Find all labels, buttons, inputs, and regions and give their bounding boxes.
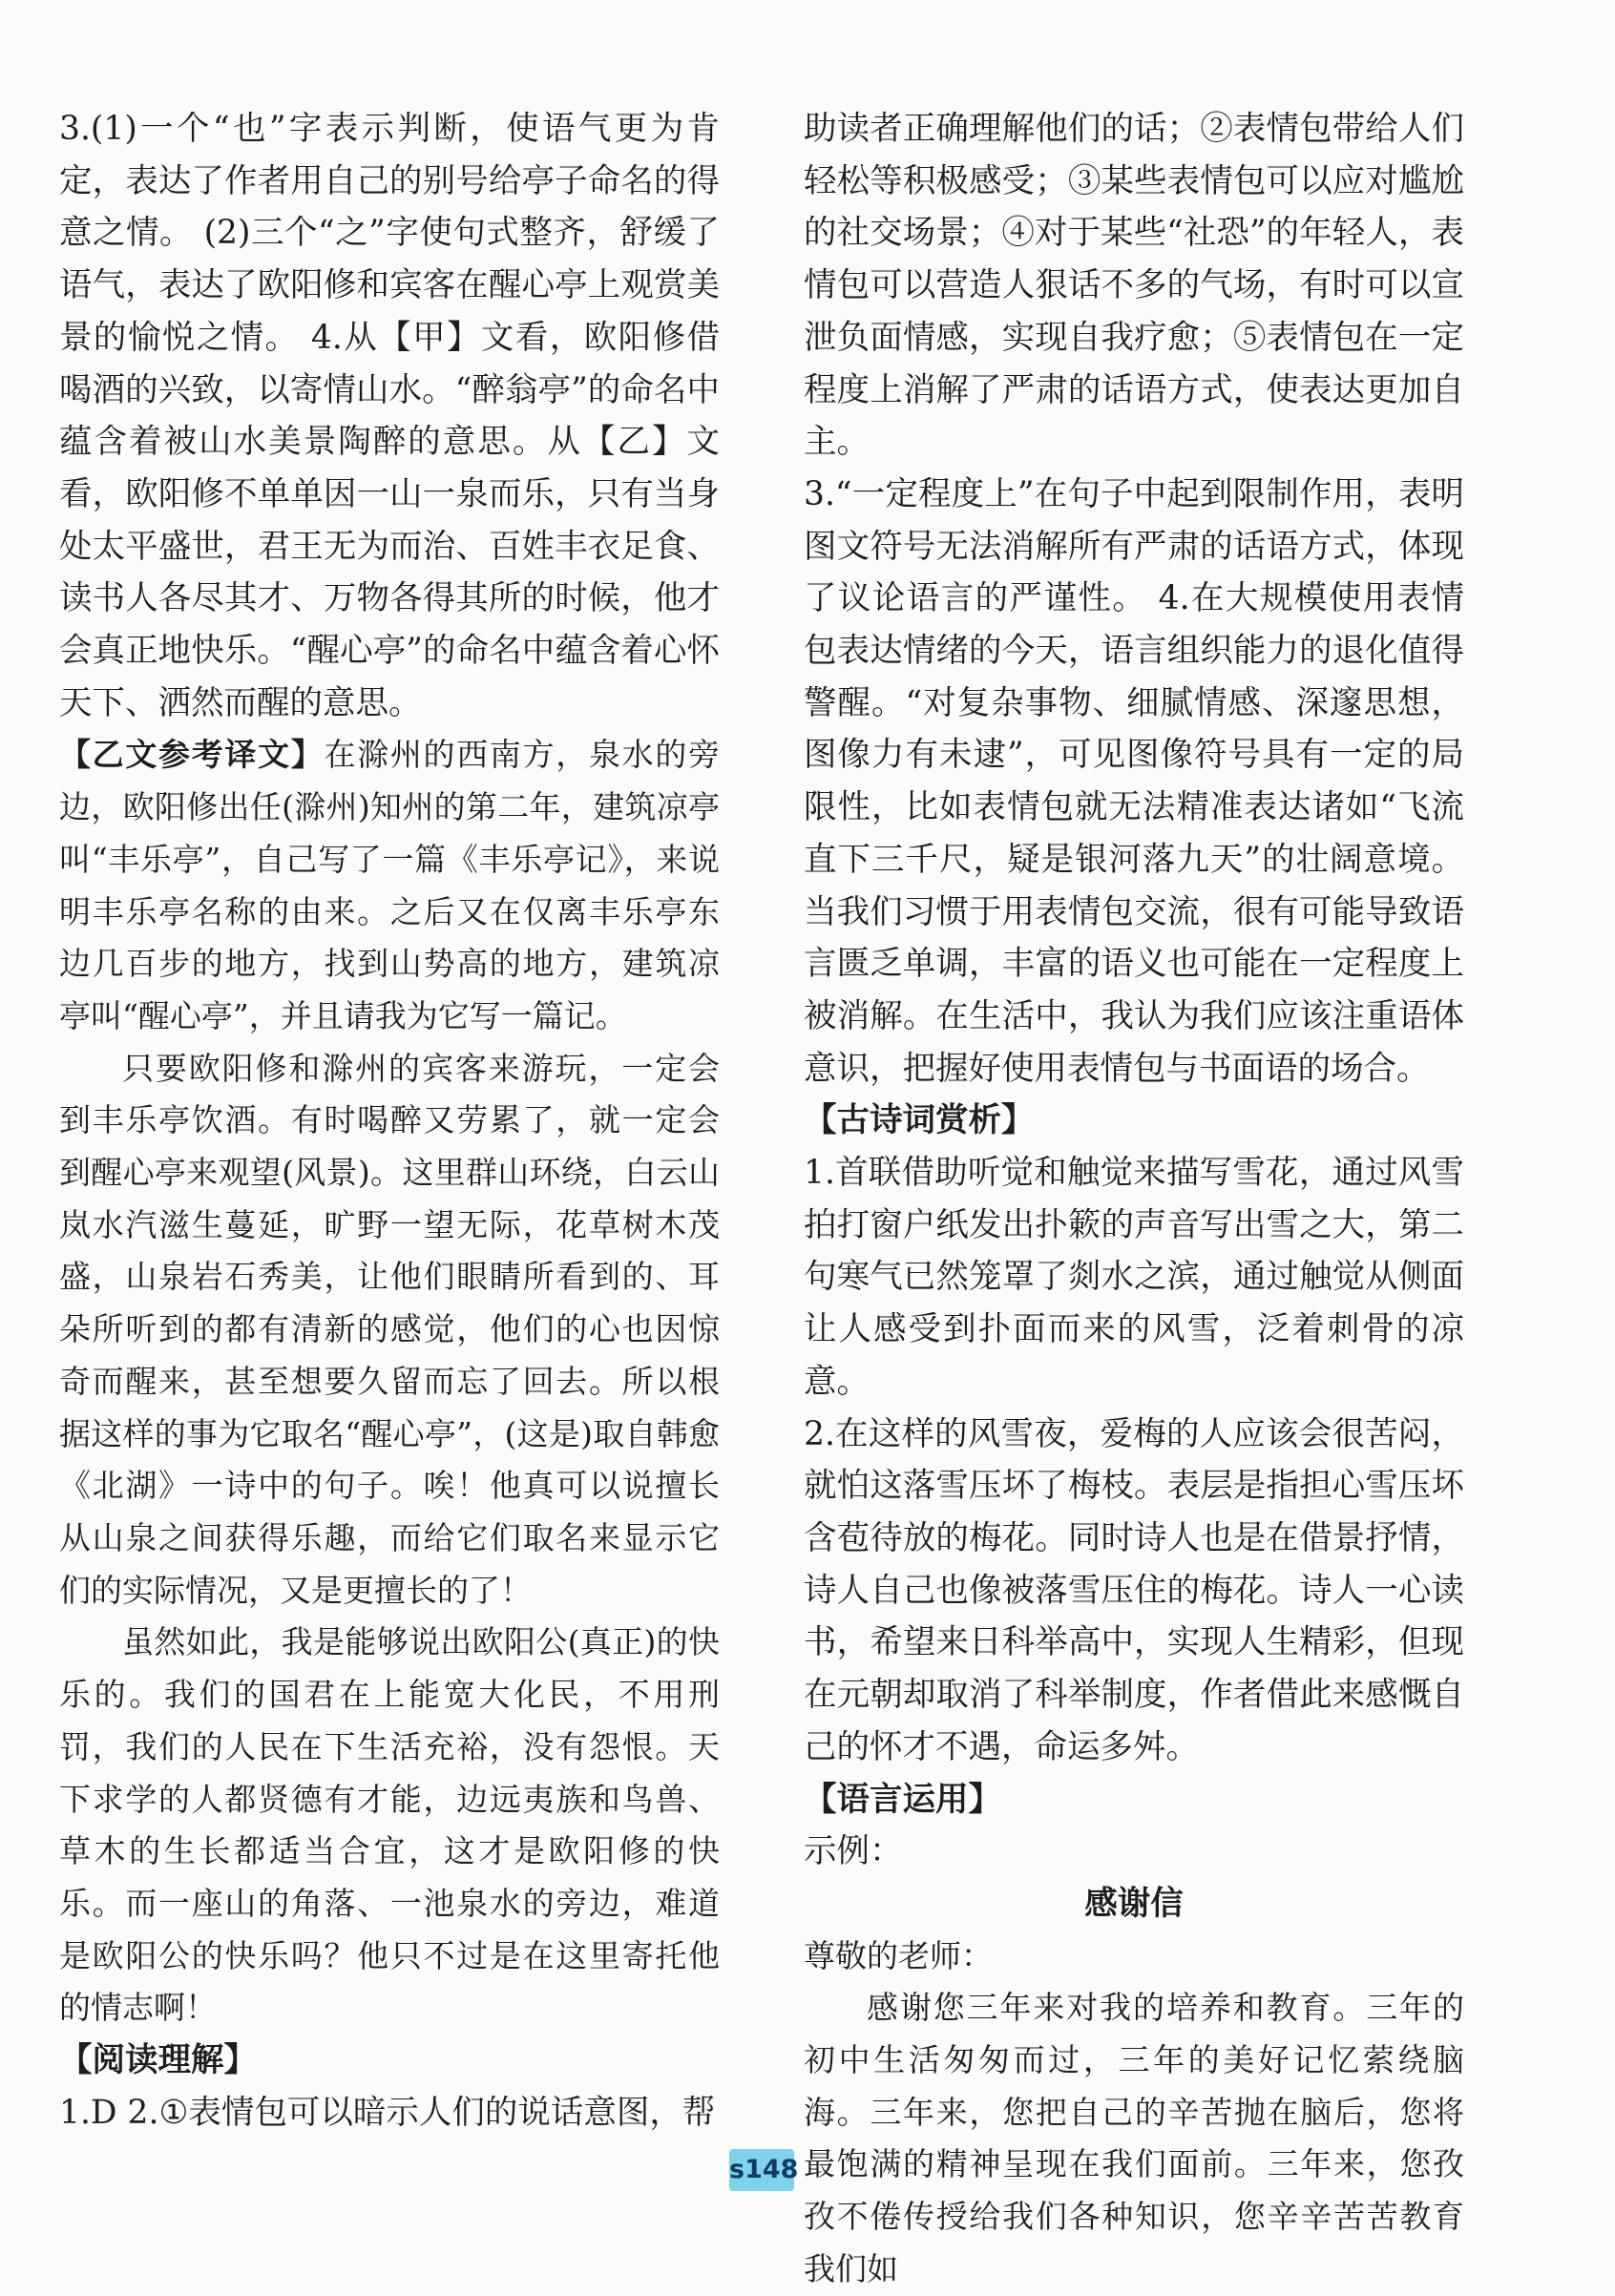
yiwen-translation-p3: 虽然如此，我是能够说出欧阳公(真正)的快乐的。我们的国君在上能宽大化民，不用刑罚，我们的人民在下生活充裕，没有怨恨。天下求学的人都贤德有才能，边远夷族和鸟兽、草木的生长都适当合宜，这才是欧阳修的快乐。而一座山的角落、一池泉水的旁边，难道是欧阳公的快乐吗？他只不过是在这里寄托他的情志啊！ [59, 1623, 720, 2027]
section-heading-gushi: 【古诗词赏析】 [804, 1101, 1035, 1140]
yuedu-answer-2-continued: 助读者正确理解他们的话；②表情包带给人们轻松等积极感受；③某些表情包可以应对尴尬的社交场景；④对于某些“社恐”的年轻人，表情包可以营造人狠话不多的气场，有时可以宣泄负面情感，实现自我疗愈；⑤表情包在一定程度上消解了严肃的话语方式，使表达更加自主。 [804, 110, 1464, 462]
section-heading-yuedu: 【阅读理解】 [59, 2041, 257, 2080]
example-label: 示例： [804, 1832, 903, 1871]
yiwen-p1-text: 在滁州的西南方，泉水的旁边，欧阳修出任(滁州)知州的第二年，建筑凉亭叫“丰乐亭”，自己写了一篇《丰乐亭记》，来说明丰乐亭名称的由来。之后又在仅离丰乐亭东边几百步的地方，找到山势高的地方，建筑凉亭叫“醒心亭”，并且请我为它写一篇记。 [59, 736, 721, 1034]
letter-body: 感谢您三年来对我的培养和教育。三年的初中生活匆匆而过，三年的美好记忆萦绕脑海。三年来，您把自己的辛苦抛在脑后，您将最饱满的精神呈现在我们面前。三年来，您孜孜不倦传授给我们各种知识，您辛辛苦苦教育我们如 [804, 1989, 1464, 2287]
right-column [804, 103, 1464, 2296]
page-number-badge: s148 [729, 2149, 794, 2191]
letter-title: 感谢信 [1084, 1884, 1184, 1923]
left-column [59, 103, 720, 2139]
yiwen-translation-p2: 只要欧阳修和滁州的宾客来游玩，一定会到丰乐亭饮酒。有时喝醉又劳累了，就一定会到醒心亭来观望(风景)。这里群山环绕，白云山岚水汽滋生蔓延，旷野一望无际，花草树木茂盛，山泉岩石秀美，让他们眼睛所看到的、耳朵所听到的都有清新的感觉，他们的心也因惊奇而醒来，甚至想要久留而忘了回去。所以根据这样的事为它取名“醒心亭”，(这是)取自韩愈《北湖》一诗中的句子。唉！他真可以说擅长从山泉之间获得乐趣，而给它们取名来显示它们的实际情况，又是更擅长的了！ [59, 1049, 720, 1609]
gushi-answer-2: 2.在这样的风雪夜，爱梅的人应该会很苦闷，就怕这落雪压坏了梅枝。表层是指担心雪压坏含苞待放的梅花。同时诗人也是在借景抒情，诗人自己也像被落雪压住的梅花。诗人一心读书，希望来日科举高中，实现人生精彩，但现在元朝却取消了科举制度，作者借此来感慨自己的怀才不遇，命运多舛。 [804, 1414, 1464, 1766]
section-heading-yuyan: 【语言运用】 [804, 1780, 1001, 1819]
section-heading-yiwen: 【乙文参考译文】 [59, 736, 325, 774]
yuedu-answer-1-2: 1.D 2.①表情包可以暗示人们的说话意图，帮 [59, 2093, 716, 2132]
yuedu-answer-3-4: 3.“一定程度上”在句子中起到限制作用，表明图文符号无法消解所有严肃的话语方式，体现了议论语言的严谨性。 4.在大规模使用表情包表达情绪的今天，语言组织能力的退化值得警醒。“对复杂事物、细腻情感、深邃思想，图像力有未逮”，可见图像符号具有一定的局限性，比如表情包就无法精准表达诸如“飞流直下三千尺，疑是银河落九天”的壮阔意境。当我们习惯于用表情包交流，很有可能导致语言匮乏单调，丰富的语义也可能在一定程度上被消解。在生活中，我认为我们应该注重语体意识，把握好使用表情包与书面语的场合。 [804, 474, 1464, 1088]
letter-salutation: 尊敬的老师： [804, 1936, 993, 1974]
gushi-answer-1: 1.首联借助听觉和触觉来描写雪花，通过风雪拍打窗户纸发出扑簌的声音写出雪之大，第二句寒气已然笼罩了剡水之滨，通过触觉从侧面让人感受到扑面而来的风雪，泛着刺骨的凉意。 [804, 1154, 1464, 1401]
yiwen-translation-p1 [59, 729, 720, 1042]
answer-paragraph-3-4: 3.(1)一个“也”字表示判断，使语气更为肯定，表达了作者用自己的别号给亭子命名的得意之情。 (2)三个“之”字使句式整齐，舒缓了语气，表达了欧阳修和宾客在醒心亭上观赏美景的愉悦之情。 4.从【甲】文看，欧阳修借喝酒的兴致，以寄情山水。“醉翁亭”的命名中蕴含着被山水美景陶醉的意思。从【乙】文看，欧阳修不单单因一山一泉而乐，只有当身处太平盛世，君王无为而治、百姓丰衣足食、读书人各尽其才、万物各得其所的时候，他才会真正地快乐。“醒心亭”的命名中蕴含着心怀天下、洒然而醒的意思。 [59, 110, 720, 722]
